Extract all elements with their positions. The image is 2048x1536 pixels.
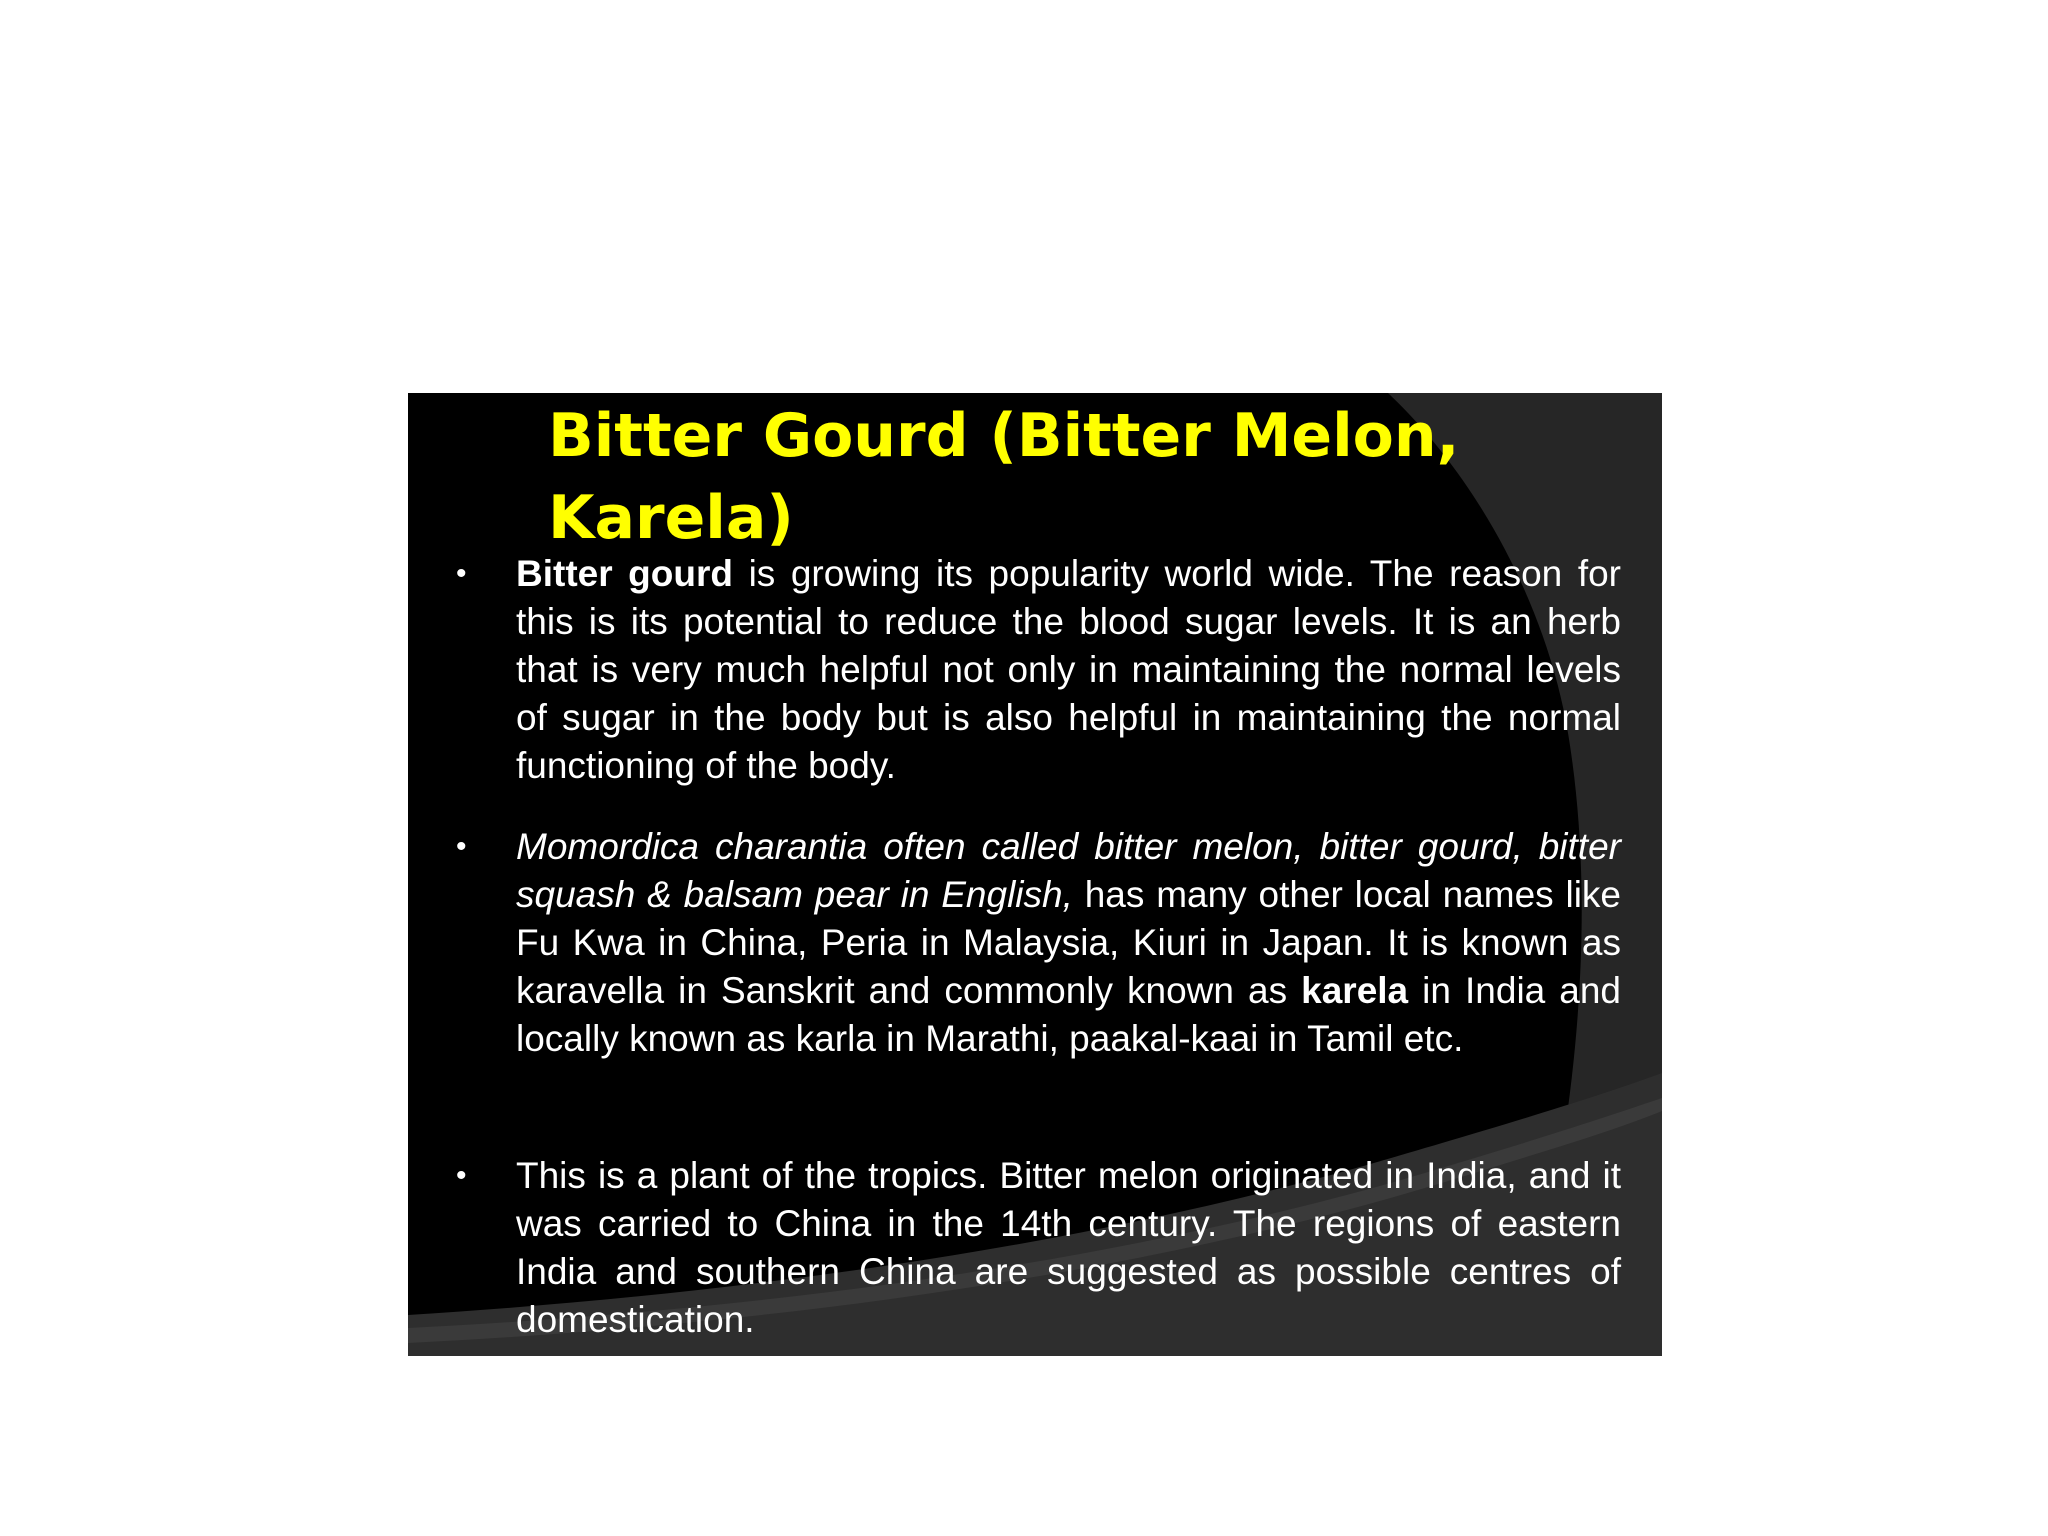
bullet-1-text: is growing its popularity world wide. The reason for this is its potential to reduce the blood sugar levels. It is an herb that is very much helpful not only in maintaining the normal levels of sugar in the body but is also helpful in maintaining the normal functioning of the body. xyxy=(516,553,1622,786)
title-line-2: Karela) xyxy=(548,483,794,553)
bullet-3-text: This is a plant of the tropics. Bitter melon originated in India, and it was carried to China in the 14th century. The regions of eastern India and southern China are suggested as possible centres of domestication. xyxy=(516,1155,1621,1340)
bullet-2-italic-lead: Momordica charantia often called bitter melon, bitter gourd, bitter squash & balsam pear in English, xyxy=(516,826,1621,915)
bullet-2-text-b: in India and locally known as karla in Marathi, paakal-kaai in Tamil etc. xyxy=(516,970,1622,1059)
bullet-2-bold-mid: karela xyxy=(1301,970,1409,1011)
bullet-2-text-a: has many other local names like Fu Kwa in China, Peria in Malaysia, Kiuri in Japan. It is known as karavella in Sanskrit and commonly known as xyxy=(516,874,1621,1011)
bullet-item-1 xyxy=(456,550,1622,790)
bullet-item-2 xyxy=(456,823,1622,1063)
bullet-list xyxy=(408,393,1662,1356)
bullet-marker: • xyxy=(456,557,467,590)
title-line-1: Bitter Gourd (Bitter Melon, xyxy=(548,401,1460,471)
bullet-marker: • xyxy=(456,830,467,863)
bullet-1-bold-lead: Bitter gourd xyxy=(516,553,733,594)
bullet-marker: • xyxy=(456,1159,467,1192)
bullet-item-3 xyxy=(456,1152,1621,1344)
slide xyxy=(408,393,1662,1356)
